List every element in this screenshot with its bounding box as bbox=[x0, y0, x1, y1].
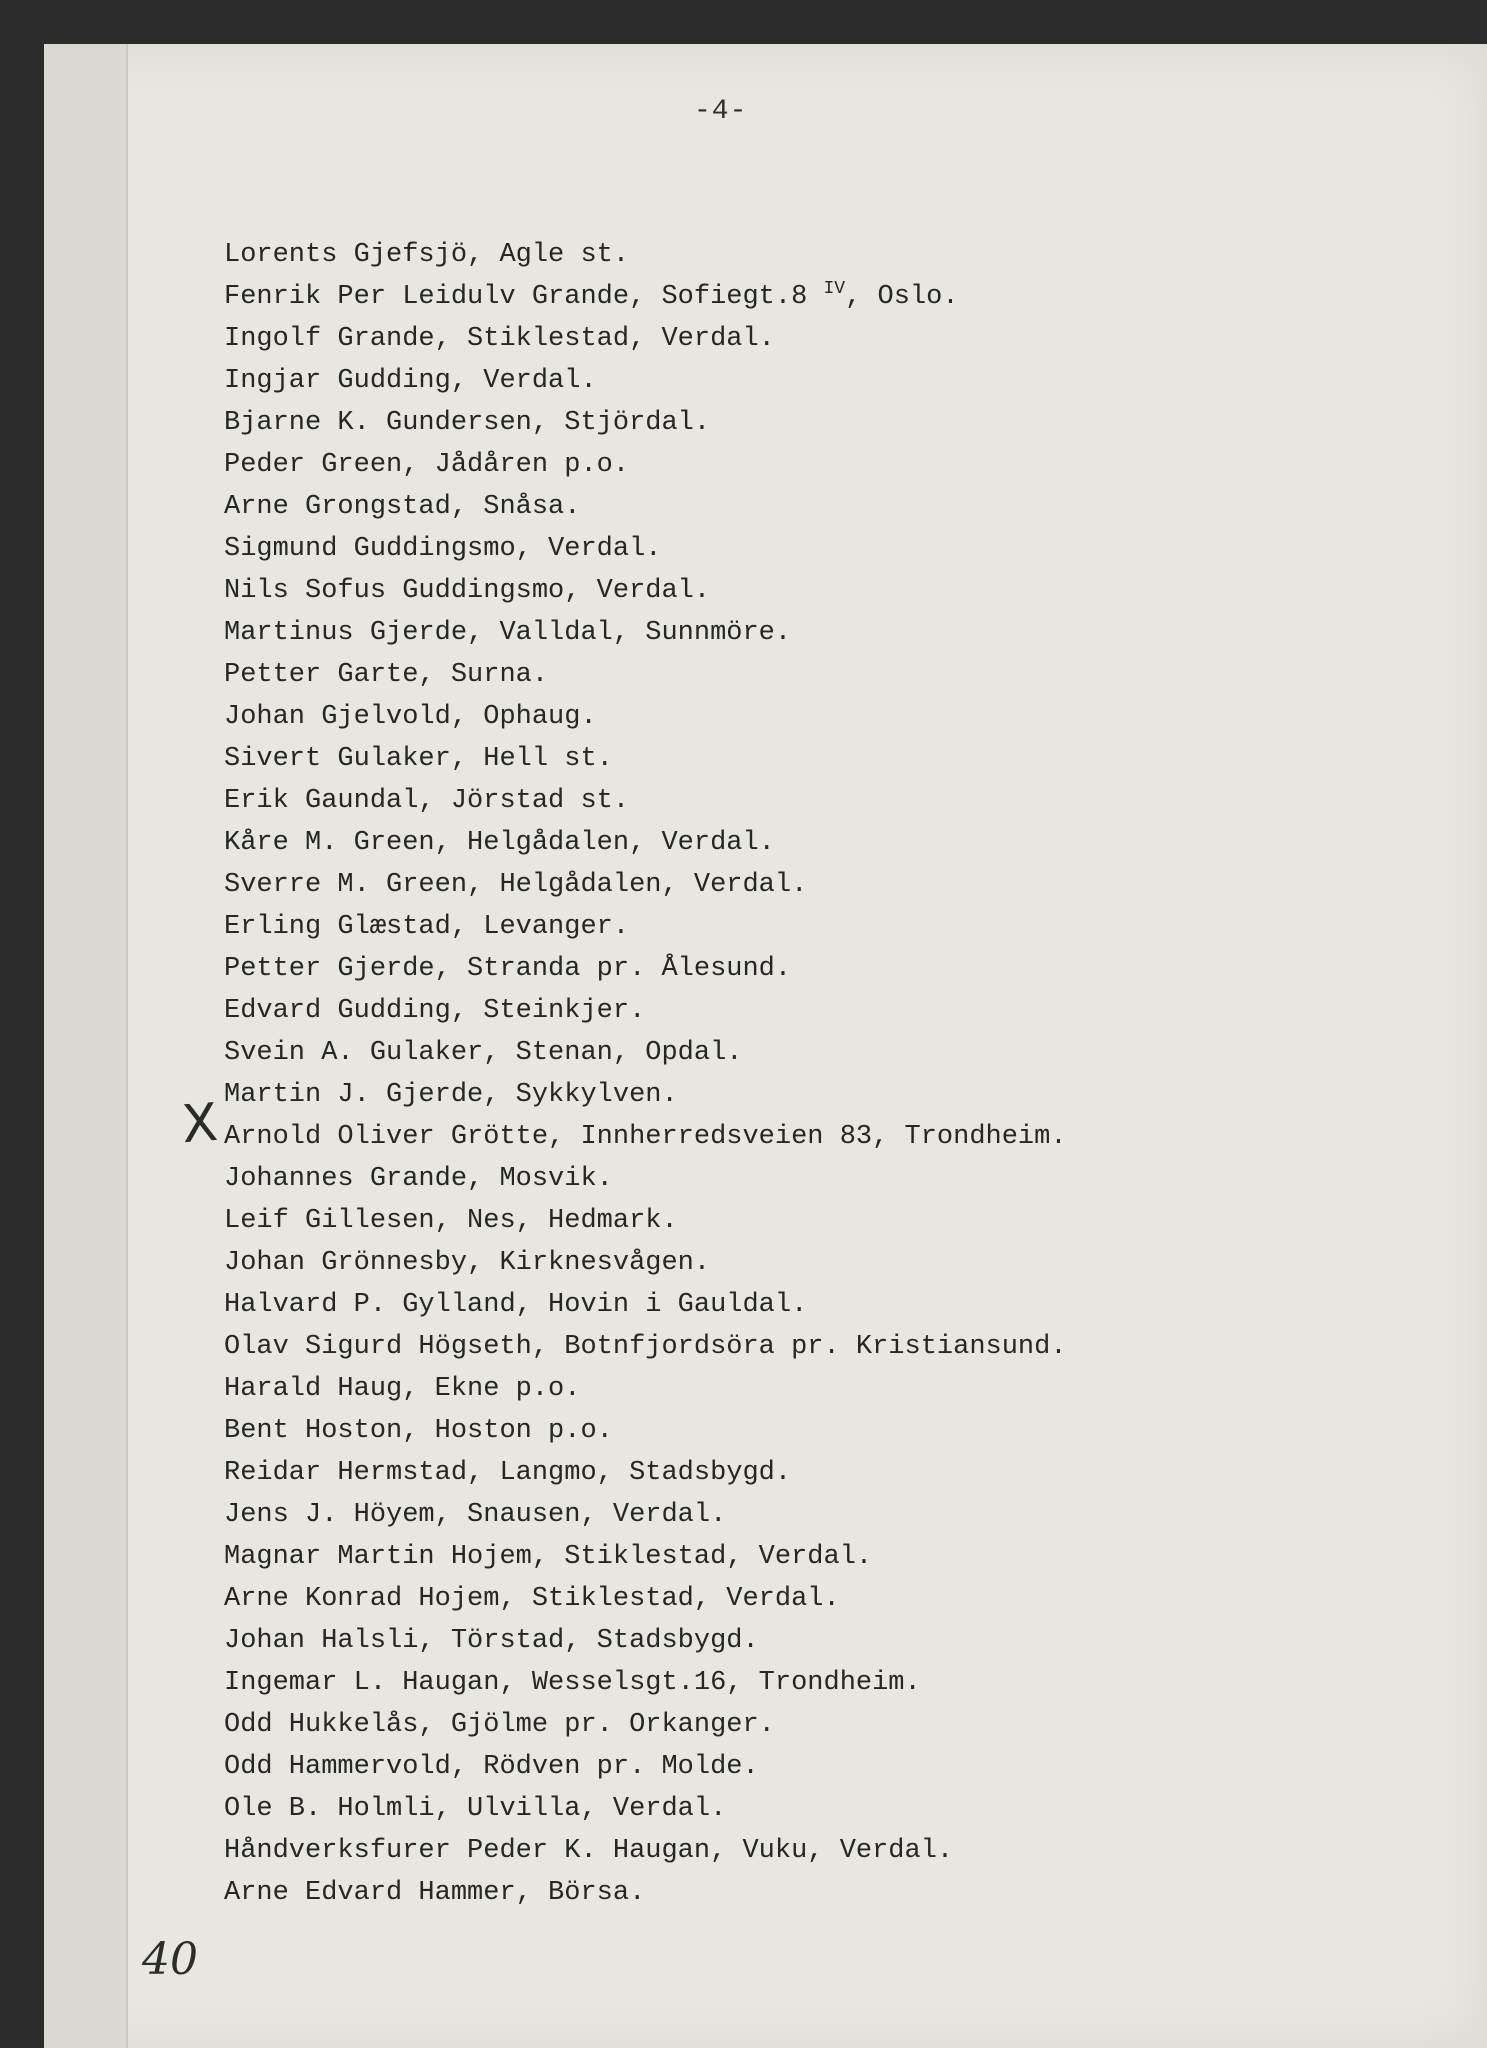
cross-mark-icon: X bbox=[179, 1092, 220, 1156]
list-item: Nils Sofus Guddingsmo, Verdal. bbox=[224, 576, 711, 606]
list-item: Edvard Gudding, Steinkjer. bbox=[224, 996, 646, 1026]
superscript-roman: IV bbox=[823, 279, 846, 299]
list-item: Erik Gaundal, Jörstad st. bbox=[224, 786, 630, 816]
list-item bbox=[224, 276, 1424, 318]
list-item: Erling Glæstad, Levanger. bbox=[224, 912, 630, 942]
list-item: Arne Edvard Hammer, Börsa. bbox=[224, 1878, 646, 1908]
document-page bbox=[44, 44, 1487, 2048]
list-item: Ingemar L. Haugan, Wesselsgt.16, Trondheim. bbox=[224, 1668, 921, 1698]
list-item: Bent Hoston, Hoston p.o. bbox=[224, 1416, 613, 1446]
list-item: Odd Hukkelås, Gjölme pr. Orkanger. bbox=[224, 1710, 775, 1740]
page-number: -4- bbox=[694, 96, 748, 127]
name-list bbox=[224, 234, 1424, 1914]
list-item: Petter Gjerde, Stranda pr. Ålesund. bbox=[224, 954, 792, 984]
list-item: Svein A. Gulaker, Stenan, Opdal. bbox=[224, 1038, 743, 1068]
list-item: Peder Green, Jådåren p.o. bbox=[224, 450, 630, 480]
list-item: Arnold Oliver Grötte, Innherredsveien 83, Trondheim. bbox=[224, 1122, 1067, 1152]
list-item-suffix: , Oslo. bbox=[845, 282, 959, 312]
list-item: Bjarne K. Gundersen, Stjördal. bbox=[224, 408, 711, 438]
list-item: Johan Gjelvold, Ophaug. bbox=[224, 702, 597, 732]
list-item-text: Fenrik Per Leidulv Grande, Sofiegt.8 bbox=[224, 282, 808, 312]
list-item: Petter Garte, Surna. bbox=[224, 660, 549, 690]
list-item: Johan Grönnesby, Kirknesvågen. bbox=[224, 1248, 711, 1278]
list-item: Håndverksfurer Peder K. Haugan, Vuku, Verdal. bbox=[224, 1836, 954, 1866]
list-item: Harald Haug, Ekne p.o. bbox=[224, 1374, 581, 1404]
list-item: Reidar Hermstad, Langmo, Stadsbygd. bbox=[224, 1458, 792, 1488]
list-item: Arne Grongstad, Snåsa. bbox=[224, 492, 581, 522]
list-item: Lorents Gjefsjö, Agle st. bbox=[224, 240, 630, 270]
binding-edge bbox=[44, 44, 128, 2048]
list-item: Olav Sigurd Högseth, Botnfjordsöra pr. Kristiansund. bbox=[224, 1332, 1067, 1362]
list-item: Halvard P. Gylland, Hovin i Gauldal. bbox=[224, 1290, 808, 1320]
list-item: Leif Gillesen, Nes, Hedmark. bbox=[224, 1206, 678, 1236]
list-item: Johan Halsli, Törstad, Stadsbygd. bbox=[224, 1626, 759, 1656]
handwritten-page-number: 40 bbox=[142, 1934, 198, 1985]
list-item: Ole B. Holmli, Ulvilla, Verdal. bbox=[224, 1794, 727, 1824]
list-item: Odd Hammervold, Rödven pr. Molde. bbox=[224, 1752, 759, 1782]
list-item: Sverre M. Green, Helgådalen, Verdal. bbox=[224, 870, 808, 900]
list-item: Kåre M. Green, Helgådalen, Verdal. bbox=[224, 828, 775, 858]
list-item: Ingjar Gudding, Verdal. bbox=[224, 366, 597, 396]
list-item: Ingolf Grande, Stiklestad, Verdal. bbox=[224, 324, 775, 354]
list-item: Sivert Gulaker, Hell st. bbox=[224, 744, 613, 774]
list-item: Arne Konrad Hojem, Stiklestad, Verdal. bbox=[224, 1584, 840, 1614]
list-item: Martin J. Gjerde, Sykkylven. bbox=[224, 1080, 678, 1110]
list-item: Johannes Grande, Mosvik. bbox=[224, 1164, 613, 1194]
list-item: Martinus Gjerde, Valldal, Sunnmöre. bbox=[224, 618, 792, 648]
list-item: Sigmund Guddingsmo, Verdal. bbox=[224, 534, 662, 564]
list-item: Magnar Martin Hojem, Stiklestad, Verdal. bbox=[224, 1542, 873, 1572]
list-item: Jens J. Höyem, Snausen, Verdal. bbox=[224, 1500, 727, 1530]
